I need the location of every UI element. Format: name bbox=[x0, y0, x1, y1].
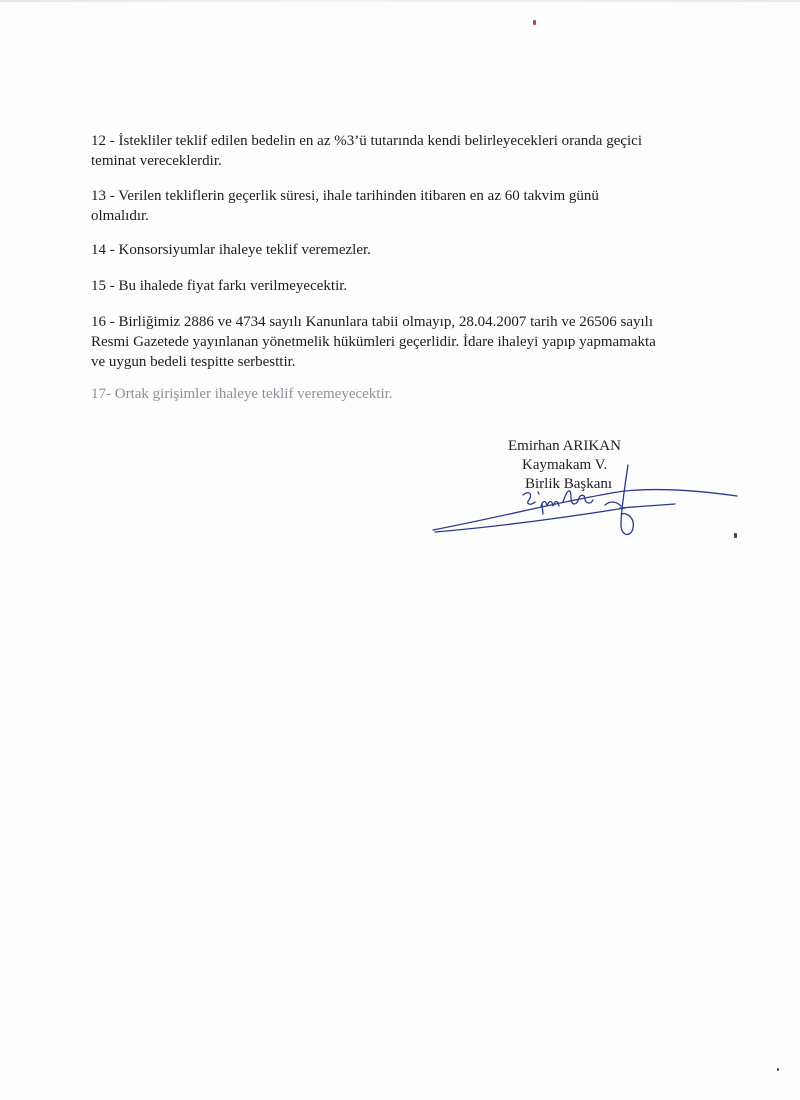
clause-17-line-1: 17- Ortak girişimler ihaleye teklif veremeyecektir. bbox=[91, 386, 393, 402]
clause-13-line-2: olmalıdır. bbox=[91, 208, 149, 224]
signatory-title: Kaymakam V. bbox=[522, 457, 608, 473]
clause-16-line-1: 16 - Birliğimiz 2886 ve 4734 sayılı Kanunlara tabii olmayıp, 28.04.2007 tarih ve 26506 sayılı bbox=[91, 314, 653, 330]
clause-12-line-2: teminat vereceklerdir. bbox=[91, 153, 222, 169]
clause-15 bbox=[91, 276, 711, 296]
clause-13-line-1: 13 - Verilen tekliflerin geçerlik süresi, ihale tarihinden itibaren en az 60 takvim günü bbox=[91, 188, 599, 204]
signatory-name: Emirhan ARIKAN bbox=[508, 438, 621, 454]
clause-14 bbox=[91, 240, 711, 260]
handwritten-signature bbox=[425, 450, 745, 550]
clause-14-line-1: 14 - Konsorsiyumlar ihaleye teklif veremezler. bbox=[91, 242, 371, 258]
clause-17 bbox=[91, 384, 711, 404]
signatory-unit: Birlik Başkanı bbox=[525, 476, 613, 492]
clause-16-line-2: Resmi Gazetede yayınlanan yönetmelik hükümleri geçerlidir. İdare ihaleyi yapıp yapmamakta bbox=[91, 334, 656, 350]
clause-12 bbox=[91, 131, 711, 171]
clause-13 bbox=[91, 186, 711, 226]
clause-12-line-1: 12 - İstekliler teklif edilen bedelin en az %3’ü tutarında kendi belirleyecekleri oranda geçici bbox=[91, 133, 643, 149]
scan-speck bbox=[734, 533, 737, 538]
scan-speck bbox=[777, 1068, 779, 1071]
scan-edge bbox=[0, 0, 800, 2]
clause-15-line-1: 15 - Bu ihalede fiyat farkı verilmeyecektir. bbox=[91, 278, 348, 294]
clause-16 bbox=[91, 312, 711, 372]
clause-16-line-3: ve uygun bedeli tespitte serbesttir. bbox=[91, 354, 296, 370]
scan-speck bbox=[533, 20, 536, 25]
